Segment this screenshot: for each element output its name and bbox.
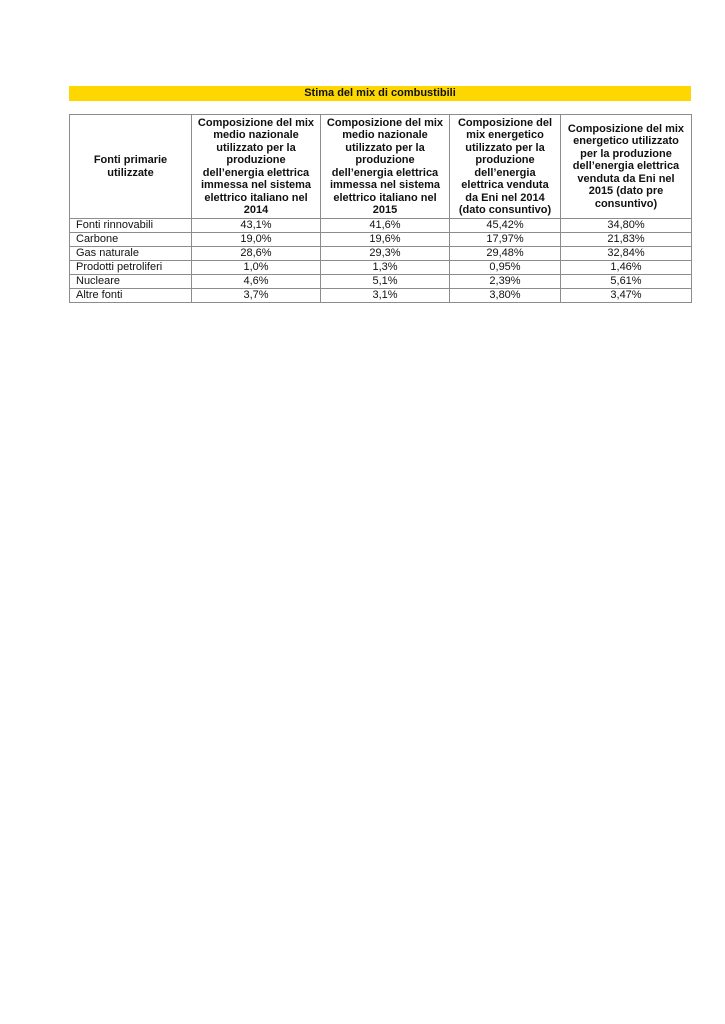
header-line: da Eni nel 2014 [465,191,545,204]
header-line: dell’energia elettrica [202,166,310,179]
cell-value: 19,6% [321,233,450,247]
row-label: Nucleare [70,275,192,289]
cell-value: 29,48% [450,247,561,261]
header-line: elettrico italiano nel [204,191,308,204]
header-line: utilizzato per la [216,141,296,154]
fuel-mix-table [69,114,692,303]
cell-value: 3,47% [561,289,692,303]
cell-value: 34,80% [561,219,692,233]
header-mix-nazionale-2015 [321,115,450,219]
header-line: Composizione del mix [197,116,315,129]
cell-value: 4,6% [192,275,321,289]
header-line: dell’energia [474,166,536,179]
header-line: produzione [355,154,415,166]
header-line: Fonti primarie [93,154,168,166]
cell-value: 19,0% [192,233,321,247]
header-line: 2015 (dato pre [588,185,664,198]
header-line: immessa nel sistema [329,179,441,191]
cell-value: 3,7% [192,289,321,303]
table-row [70,233,692,247]
cell-value: 41,6% [321,219,450,233]
header-line: dell’energia elettrica [572,160,680,173]
header-line: 2015 [372,204,398,216]
table-title: Stima del mix di combustibili [69,86,691,101]
header-line: medio nazionale [213,129,299,141]
cell-value: 2,39% [450,275,561,289]
header-line: produzione [226,154,286,166]
table-row [70,261,692,275]
header-line: utilizzate [107,166,154,179]
header-line: 2014 [243,204,269,216]
table-row [70,289,692,303]
row-label: Carbone [70,233,192,247]
cell-value: 5,1% [321,275,450,289]
header-line: dell’energia elettrica [331,166,439,179]
header-line: produzione [475,154,535,166]
header-fonti-primarie [70,115,192,219]
header-mix-nazionale-2014 [192,115,321,219]
header-line: elettrico italiano nel [333,191,437,204]
table-row [70,275,692,289]
header-line: per la produzione [580,147,672,160]
header-line: Composizione del mix [326,116,444,129]
cell-value: 32,84% [561,247,692,261]
header-line: utilizzato per la [465,141,545,154]
cell-value: 21,83% [561,233,692,247]
header-mix-eni-2015 [561,115,692,219]
cell-value: 1,46% [561,261,692,275]
cell-value: 45,42% [450,219,561,233]
header-line: Composizione del [457,116,553,129]
header-line: utilizzato per la [345,141,425,154]
cell-value: 29,3% [321,247,450,261]
header-line: mix energetico [466,129,544,141]
cell-value: 43,1% [192,219,321,233]
table-header-row [70,115,692,219]
header-mix-eni-2014 [450,115,561,219]
row-label: Gas naturale [70,247,192,261]
cell-value: 3,80% [450,289,561,303]
cell-value: 28,6% [192,247,321,261]
header-line: medio nazionale [342,129,428,141]
row-label: Altre fonti [70,289,192,303]
header-line: immessa nel sistema [200,179,312,191]
row-label: Prodotti petroliferi [70,261,192,275]
row-label: Fonti rinnovabili [70,219,192,233]
table-row [70,247,692,261]
header-line: elettrica venduta [461,179,549,191]
header-line: consuntivo) [594,197,658,210]
cell-value: 0,95% [450,261,561,275]
table-row [70,219,692,233]
cell-value: 5,61% [561,275,692,289]
cell-value: 1,0% [192,261,321,275]
cell-value: 17,97% [450,233,561,247]
header-line: venduta da Eni nel [577,172,675,185]
cell-value: 1,3% [321,261,450,275]
header-line: Composizione del mix [567,122,685,135]
header-line: (dato consuntivo) [458,204,552,216]
header-line: energetico utilizzato [573,135,679,148]
cell-value: 3,1% [321,289,450,303]
